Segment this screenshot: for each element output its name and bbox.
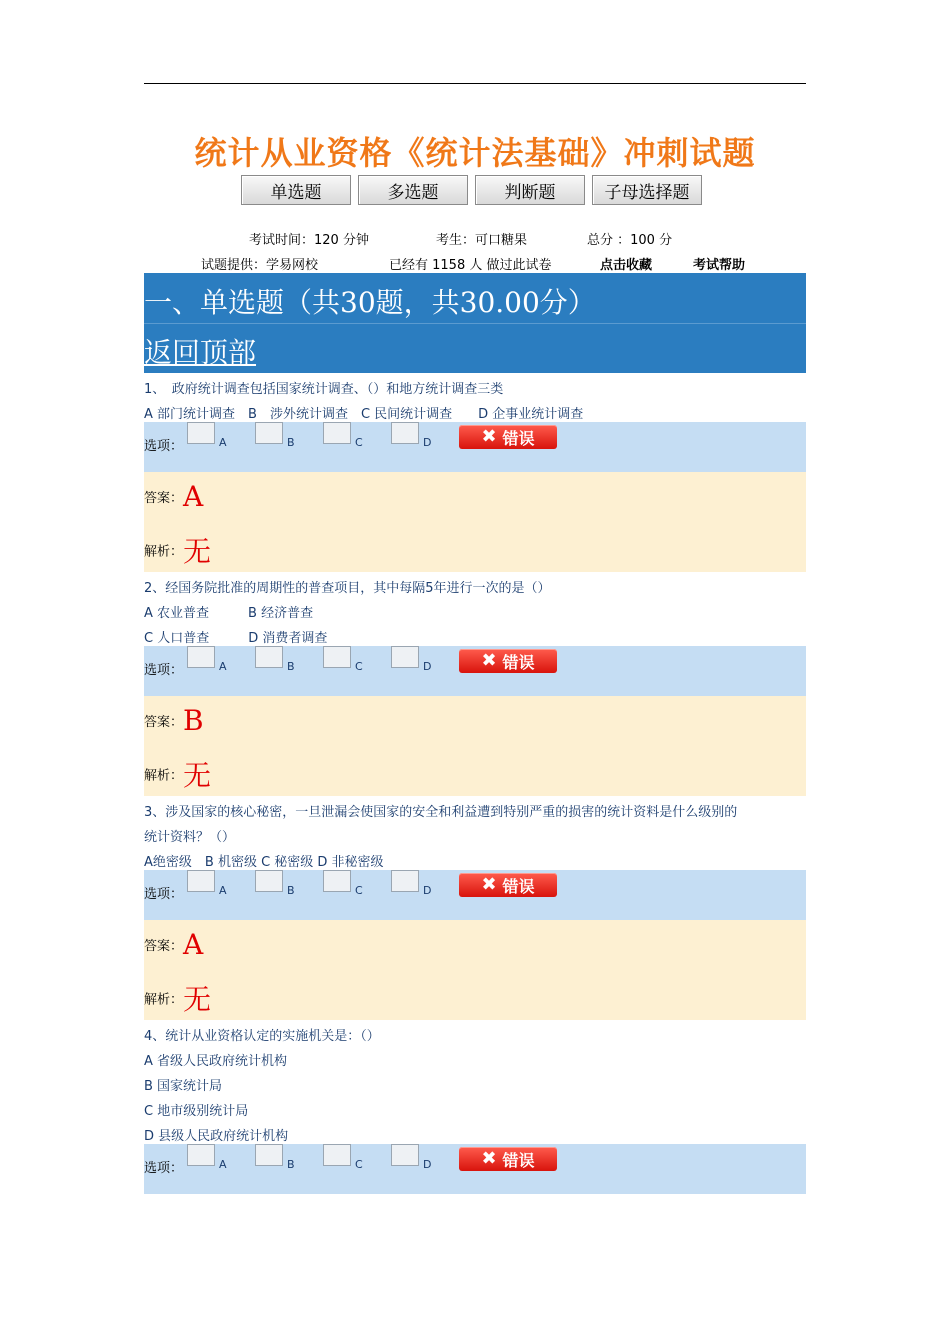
question-2-choice-bar [144,646,806,696]
choice-letter: D [423,660,432,673]
analysis-label: 解析： [144,768,184,784]
close-icon: ✖ [481,874,497,895]
question-3-options-line: A绝密级 B 机密级 C 秘密级 D 非秘密级 [144,855,384,870]
taken-count: 已经有 1158 人 做过此试卷 [389,258,552,273]
wrong-button[interactable] [459,1147,557,1171]
options-label: 选项： [144,439,184,454]
analysis-value: 无 [183,535,212,568]
broken-image-icon[interactable] [187,870,215,892]
question-4-option-b: B 国家统计局 [144,1079,223,1094]
broken-image-icon[interactable] [323,422,351,444]
question-3-stem: 3、涉及国家的核心秘密，一旦泄漏会使国家的安全和利益遭到特别严重的损害的统计资料是什么级别的 [144,805,738,820]
exam-time: 考试时间：120 分钟 [249,233,369,248]
choice-b [255,646,295,676]
options-label: 选项： [144,1161,184,1176]
answer-row [144,928,203,961]
wrong-label: 错误 [502,652,535,672]
question-1-stem: 1、 政府统计调查包括国家统计调查、（）和地方统计调查三类 [144,382,504,397]
choice-letter: C [355,884,363,897]
choice-letter: B [287,436,295,449]
close-icon: ✖ [481,426,497,447]
favorite-link[interactable] [600,254,652,273]
choice-letter: C [355,1158,363,1171]
choice-letter: D [423,436,432,449]
broken-image-icon[interactable] [255,646,283,668]
broken-image-icon[interactable] [255,870,283,892]
top-rule [144,83,806,84]
question-1-answer-panel [144,472,806,572]
broken-image-icon[interactable] [187,1144,215,1166]
analysis-row [144,530,211,570]
choice-c [323,870,363,900]
question-4-stem: 4、统计从业资格认定的实施机关是：（） [144,1029,380,1044]
analysis-value: 无 [183,983,212,1016]
question-1-choice-bar [144,422,806,472]
broken-image-icon[interactable] [391,1144,419,1166]
choice-b [255,1144,295,1174]
answer-label: 答案： [144,491,184,506]
broken-image-icon[interactable] [323,646,351,668]
question-2-answer-panel [144,696,806,796]
analysis-row [144,754,211,794]
wrong-label: 错误 [502,876,535,896]
analysis-label: 解析： [144,992,184,1008]
choice-d [391,422,431,452]
broken-image-icon[interactable] [187,646,215,668]
broken-image-icon[interactable] [323,1144,351,1166]
choice-d [391,646,431,676]
choice-letter: B [287,660,295,673]
wrong-button[interactable] [459,425,557,449]
choice-d [391,870,431,900]
choice-c [323,1144,363,1174]
choice-a [187,1144,227,1174]
broken-image-icon[interactable] [391,422,419,444]
answer-row [144,480,203,513]
tab-true-false[interactable]: 判断题 [475,175,585,205]
tab-single-choice[interactable]: 单选题 [241,175,351,205]
examinee: 考生：可口糖果 [436,233,528,248]
analysis-value: 无 [183,759,212,792]
wrong-label: 错误 [502,1150,535,1170]
choice-a [187,646,227,676]
question-2-stem: 2、经国务院批准的周期性的普查项目，其中每隔5年进行一次的是（） [144,581,551,596]
question-4-option-c: C 地市级别统计局 [144,1104,249,1119]
choice-b [255,422,295,452]
broken-image-icon[interactable] [255,1144,283,1166]
question-4-choice-bar [144,1144,806,1194]
choice-c [323,646,363,676]
choice-letter: B [287,1158,295,1171]
choice-letter: C [355,436,363,449]
question-2-options-line: A 农业普查 B 经济普查 [144,606,314,621]
question-4-option-a: A 省级人民政府统计机构 [144,1054,288,1069]
question-1-options-line: A 部门统计调查 B 涉外统计调查 C 民间统计调查 D 企事业统计调查 [144,407,584,422]
question-type-tabs [241,175,702,205]
choice-letter: B [287,884,295,897]
broken-image-icon[interactable] [323,870,351,892]
back-to-top-link[interactable]: 返回顶部 [144,336,257,369]
question-3-answer-panel [144,920,806,1020]
broken-image-icon[interactable] [255,422,283,444]
broken-image-icon[interactable] [391,870,419,892]
answer-row [144,704,204,737]
page-title: 统计从业资格《统计法基础》冲刺试题 [194,134,756,172]
tab-multiple-choice[interactable]: 多选题 [358,175,468,205]
choice-b [255,870,295,900]
analysis-row [144,978,211,1018]
exam-provider: 试题提供：学易网校 [201,258,319,273]
help-label: 考试帮助 [693,258,746,273]
broken-image-icon[interactable] [187,422,215,444]
section-title: 一、单选题（共30题，共30.00分） [144,286,596,319]
wrong-button[interactable] [459,873,557,897]
close-icon: ✖ [481,1148,497,1169]
section-divider [144,323,806,324]
question-3-choice-bar [144,870,806,920]
total-score: 总分 ：100 分 [587,233,673,248]
choice-letter: A [219,884,227,897]
choice-letter: D [423,1158,432,1171]
wrong-button[interactable] [459,649,557,673]
choice-a [187,870,227,900]
options-label: 选项： [144,663,184,678]
answer-value: A [183,480,204,513]
choice-letter: C [355,660,363,673]
choice-letter: A [219,1158,227,1171]
section-header [144,273,806,373]
options-label: 选项： [144,887,184,902]
choice-a [187,422,227,452]
answer-value: B [183,704,204,737]
broken-image-icon[interactable] [391,646,419,668]
question-3-stem-cont: 统计资料？（） [144,830,236,845]
wrong-label: 错误 [502,428,535,448]
choice-d [391,1144,431,1174]
choice-c [323,422,363,452]
answer-label: 答案： [144,715,184,730]
question-2-options-line: C 人口普查 D 消费者调查 [144,631,328,646]
favorite-label: 点击收藏 [600,258,653,273]
tab-compound-choice[interactable]: 子母选择题 [592,175,702,205]
close-icon: ✖ [481,650,497,671]
analysis-label: 解析： [144,544,184,560]
choice-letter: A [219,660,227,673]
answer-value: A [183,928,204,961]
choice-letter: A [219,436,227,449]
answer-label: 答案： [144,939,184,954]
choice-letter: D [423,884,432,897]
help-link[interactable] [693,254,745,273]
question-4-option-d: D 县级人民政府统计机构 [144,1129,289,1144]
